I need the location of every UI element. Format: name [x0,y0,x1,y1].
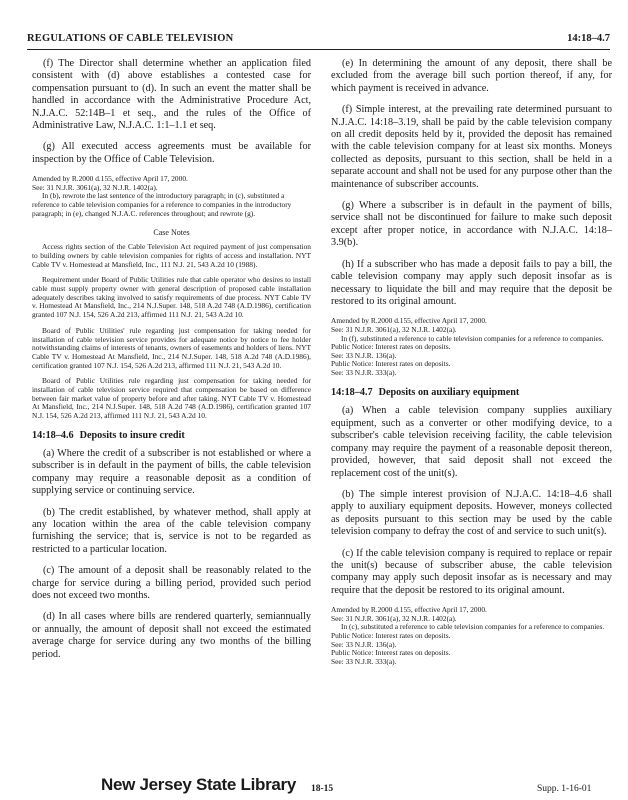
header-rule [27,49,610,50]
amend-line: See: 31 N.J.R. 3061(a), 32 N.J.R. 1402(a). [32,182,158,192]
amendment-note [331,606,612,666]
para-h: (h) If a subscriber who has made a deposit fails to pay a bill, the cable television company may apply such deposit insofar as is necessary to liquidate the bill and may require that the deposit be restored to its original amount. [331,258,612,307]
para-c: (c) The amount of a deposit shall be reasonably related to the charge for service during a billing period, provided such period does not exceed two months. [32,565,311,601]
notice-line: Public Notice: Interest rates on deposits. [331,359,451,369]
amend-line: See: 31 N.J.R. 3061(a), 32 N.J.R. 1402(a). [331,613,457,623]
case-note: Requirement under Board of Public Utilities rule that cable operator who desires to install cable must supply property owner with general description of proposed cable installation adequately describes taking involved to satisfy requirements of due process. NYT Cable TV v. Homestead At Mansfield, Inc., 214 N.J.Super. 148, 518 A.2d 748 (A.D.1986), certification granted 107 N.J. 154, 526 A.2d 213, affirmed 111 N.J. 21, 543 A.2d 10. [32,275,311,320]
para-a: (a) Where the credit of a subscriber is not established or where a subscriber is in default in the payment of bills, the cable television company may require a reasonable deposit as a condition of supplying service or continuing service. [32,447,311,497]
case-notes-title: Case Notes [153,228,190,238]
notice-line: Public Notice: Interest rates on deposits. [331,342,451,352]
para-b: (b) The credit established, by whatever method, shall apply at any location within the area of the cable television company furnishing the service; that is, service is not to be regarded as restricted to a particular location. [32,506,311,555]
amend-line: Amended by R.2000 d.155, effective April 17, 2000. [331,316,487,326]
para-d: (d) In all cases where bills are rendered quarterly, semiannually or annually, the amount of deposit shall not exceed the estimated average charge for service during any two months of the billing period. [32,611,311,660]
notice-line: See: 33 N.J.R. 333(a). [331,656,397,666]
amend-detail: In (f), substituted a reference to cable television companies for a reference to companies. [341,333,604,343]
right-column [331,58,612,676]
section-number: 14:18–4.6 [32,429,74,441]
page-number: 18-15 [311,784,334,794]
amend-detail: In (c), substituted a reference to cable television companies for a reference to companies. [341,622,605,632]
notice-line: See: 33 N.J.R. 333(a). [331,367,397,377]
notice-line: Public Notice: Interest rates on deposits. [331,630,451,640]
section-number: 14:18–4.7 [331,387,373,399]
notice-line: Public Notice: Interest rates on deposits. [331,648,451,658]
para-a: (a) When a cable television company supplies auxiliary equipment, such as a converter or other modifying device, to a subscriber's cable television receiving facility, the cable television company may require the payment of a reasonable deposit thereon, provided, however, that said deposit shall not exceed the replacement cost of the unit(s). [331,405,612,479]
amend-line: Amended by R.2000 d.155, effective April 17, 2000. [331,605,487,615]
header-section-ref: 14:18–4.7 [567,33,610,44]
para-b: (b) The simple interest provision of N.J.A.C. 14:18–4.6 shall apply to auxiliary equipment deposits. However, moneys collected as deposits pursuant to this section may be used by the cable television company to defray the cost of and service to such unit(s). [331,488,612,538]
amendment-note [331,317,612,377]
notice-line: See: 33 N.J.R. 136(a). [331,639,397,649]
section-heading [331,387,612,399]
para-c: (c) If the cable television company is required to replace or repair the unit(s) because of subscriber abuse, the cable television company may apply such deposit insofar as is necessary and may require that the deposit be restored to its original amount. [331,547,612,596]
case-note: Access rights section of the Cable Television Act required payment of just compensation to building owners by cable television companies for rights of access and installation. NYT Cable TV v. Homestead at Mansfield, Inc., 111 N.J. 21, 543 A.2d 10 (1988). [32,242,311,269]
para-e: (e) In determining the amount of any deposit, there shall be excluded from the average bill such portion thereof, if any, for which payment is received in advance. [331,58,612,94]
para-g: (g) All executed access agreements must be available for inspection by the Office of Cable Television. [32,141,311,165]
running-header [27,33,610,47]
left-column [32,58,311,670]
case-note: Board of Public Utilities' rule regarding just compensation for taking needed for installation of cable television service provides for adequate notice by notice to fee holder notwithstanding claims of interests of tenants, owners of easements and holders of liens. NYT Cable TV v. Homestead At Mansfield, Inc., 214 N.J.Super. 148, 518 A.2d 748 (A.D.1986), certification granted 107 N.J. 154, 526 A.2d 213, affirmed 111 N.J. 21, 543 A.2d 10. [32,325,311,370]
header-title: REGULATIONS OF CABLE TELEVISION [27,33,234,44]
para-f: (f) The Director shall determine whether an application filed consistent with (d) above establishes a contested case for compensation pursuant to (d). In such an event the matter shall be handled in accordance with the Administrative Procedure Act, N.J.A.C. 52:14B–1 et seq., and the rules of the Office of Administrative Law, N.J.A.C. 1:1–1.1 et seq. [32,58,311,132]
amend-line: Amended by R.2000 d.155, effective April 17, 2000. [32,174,188,184]
case-note: Board of Public Utilities rule regarding just compensation for taking needed for installation of cable television service required that compensation be based on difference between fair market value of property before and after taking. NYT Cable TV v. Homestead At Mansfield, Inc., 214 N.J.Super. 148, 518 A.2d 748 (A.D.1986), certification granted 107 N.J. 154, 526 A.2d 213, affirmed 111 N.J. 21, 543 A.2d 10. [32,376,311,421]
para-f: (f) Simple interest, at the prevailing rate determined pursuant to N.J.A.C. 14:18–3.19, shall be paid by the cable television company on all credit deposits held by it, provided the deposit has remained with the cable television company for at least six months. Moneys collected as deposits, pursuant to this section, shall be held in a separate account and shall not be used for any purpose other than the maintenance of subscriber accounts. [331,104,612,190]
amend-line: See: 31 N.J.R. 3061(a), 32 N.J.R. 1402(a). [331,324,457,334]
section-title: Deposits to insure credit [79,429,185,441]
section-heading [32,430,311,442]
library-stamp: New Jersey State Library [101,775,297,794]
section-title: Deposits on auxiliary equipment [378,387,520,399]
supplement-date: Supp. 1-16-01 [537,784,592,794]
para-g: (g) Where a subscriber is in default in the payment of bills, service shall not be discontinued for failure to make such deposit except after proper notice, in accordance with N.J.A.C. 14:18–3.9(b). [331,200,612,249]
amend-detail: In (b), rewrote the last sentence of the introductory paragraph; in (c), substituted a reference to cable television companies for a reference to companies in the introductory paragraph; in (e), changed N.J.A.C. references throughout; and rewrote (g). [32,191,292,218]
amendment-note [32,175,311,218]
notice-line: See: 33 N.J.R. 136(a). [331,350,397,360]
